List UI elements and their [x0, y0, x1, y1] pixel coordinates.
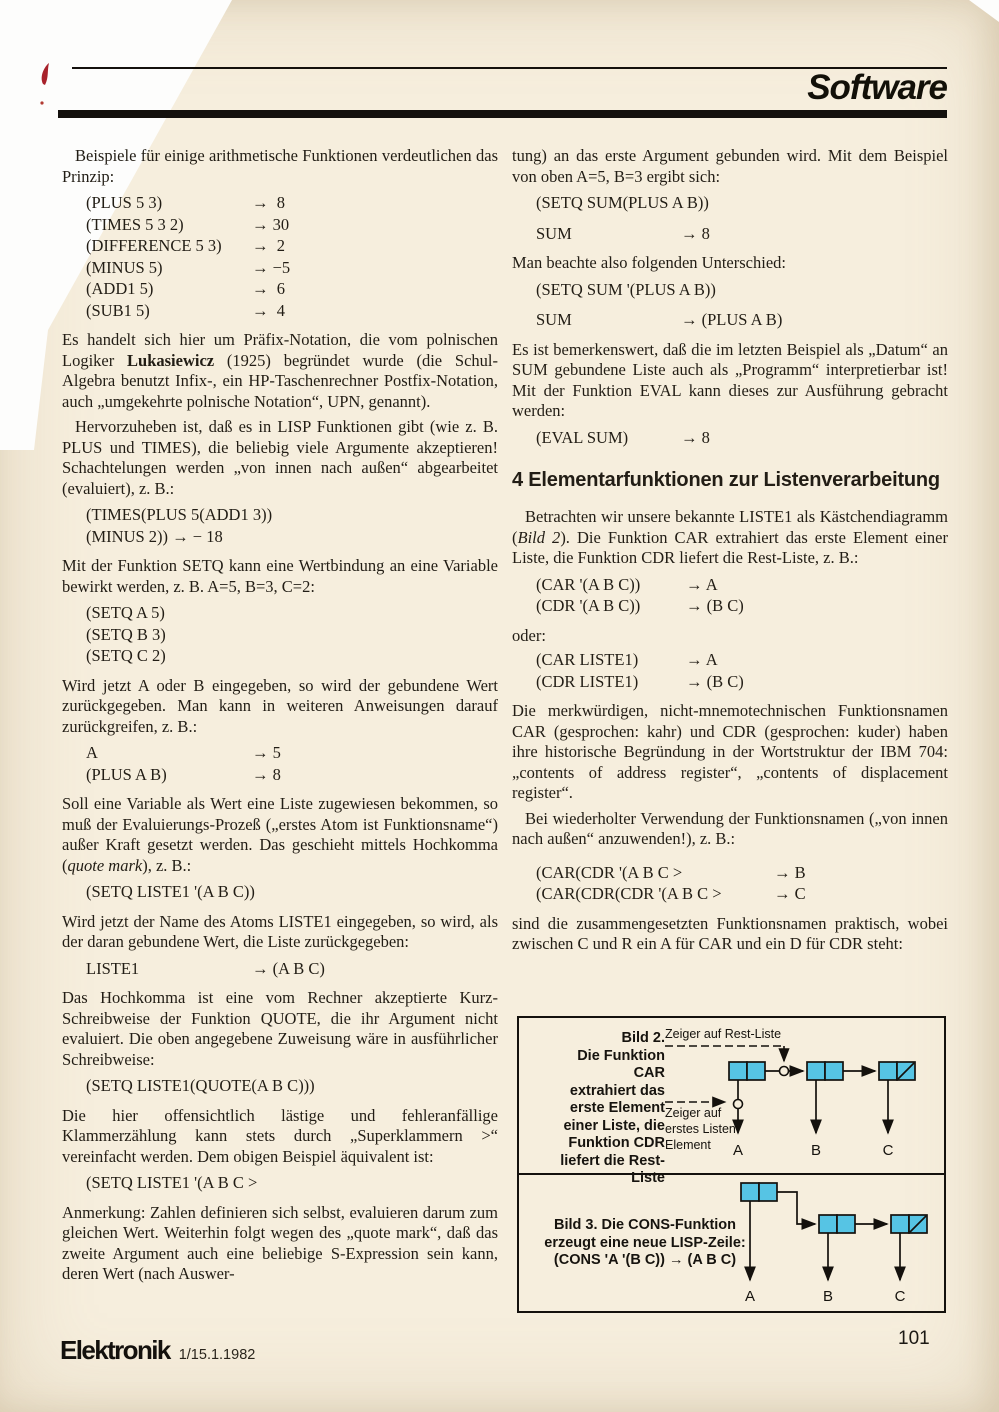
paragraph-continuation: tung) an das erste Argument gebunden wird. Mit dem Beispiel von oben A=5, B=3 ergibt sich: [512, 146, 948, 186]
code-result: → 30 [252, 214, 290, 234]
paragraph-function-names: Die merkwürdigen, nicht-mnemotechnischen Funktionsnamen CAR (gesprochen: kahr) und CDR (gesprochen: kuder) haben ihre historische Begründung in der Wortstruktur der IBM 704: „contents of address register“, „contents of displacement register“. [512, 701, 948, 802]
code-line [86, 526, 498, 548]
caption-line: erste Element [569, 1100, 665, 1116]
car-arrows [750, 1201, 900, 1280]
code-line [86, 300, 498, 322]
cons-cell-new [741, 1183, 777, 1201]
code-result: → (B C) [686, 596, 744, 615]
label-zeiger-erstes-1: Zeiger auf [665, 1106, 722, 1120]
node-label-b: B [822, 1288, 834, 1305]
code-expr: (MINUS 2)) → − 18 [86, 526, 223, 546]
code-line [86, 958, 498, 980]
code-sum2 [536, 279, 948, 301]
caption-line: Bild 3. Die CONS-Funktion [553, 1217, 737, 1233]
code-result: → 5 [252, 743, 281, 762]
code-line [536, 671, 948, 693]
section-title: Software [807, 68, 947, 107]
caption-line: extrahiert das [569, 1082, 665, 1099]
figure-box [517, 1016, 946, 1313]
code-result: → A [686, 574, 718, 594]
cons-cell-1 [729, 1062, 765, 1080]
text-segment: ), z. B.: [142, 855, 192, 875]
cons-cell-c-nil [891, 1215, 927, 1233]
code-oder-label: oder: [512, 625, 546, 645]
node-label-a: A [744, 1288, 756, 1305]
code-superbracket [86, 1172, 498, 1194]
code-line [536, 574, 948, 596]
code-line [86, 881, 498, 903]
code-expr: (SETQ LISTE1 '(A B C)) [86, 882, 255, 901]
code-expr: (ADD1 5) [86, 279, 154, 298]
paragraph-liste1-name: Wird jetzt der Name des Atoms LISTE1 eingegeben, so wird, als der daran gebundene Wert, die Liste zurückgegeben: [62, 911, 498, 951]
code-line [536, 649, 948, 671]
code-carcdr-liste1 [536, 649, 948, 692]
bild2-diagram [519, 1018, 944, 1173]
text-segment: ). Die Funktion CAR extrahiert das erste Element einer Liste, die Funktion CDR liefert die Rest-Liste, z. B.: [512, 527, 949, 567]
code-expr: (SETQ SUM(PLUS A B)) [536, 193, 709, 212]
paragraph-quote-function: Das Hochkomma ist eine vom Rechner akzeptierte Kurz-Schreibweise der Funktion QUOTE, die ihr Argument nicht evaluiert. Die oben angegebene Zuweisung wäre in ausführlicher Schreibweise: [62, 988, 498, 1069]
code-line [86, 602, 498, 624]
caption-line: erzeugt eine neue LISP-Zeile: [544, 1234, 746, 1251]
caption-line: einer Liste, die [563, 1117, 665, 1134]
paragraph-betrachten [512, 507, 948, 569]
code-line [536, 595, 948, 617]
code-result: → (B C) [686, 671, 744, 691]
scan-corner-highlight-right [969, 0, 999, 22]
right-column [512, 146, 948, 960]
code-expr: (CDR LISTE1) [536, 671, 639, 691]
code-result: → 8 [681, 223, 710, 243]
code-line [536, 883, 948, 905]
code-liste1-set [86, 881, 498, 903]
paragraph-unterschied: Man beachte also folgenden Unterschied: [512, 253, 786, 272]
text-segment-bold: Lukasiewicz [127, 350, 215, 370]
code-result: → C [774, 884, 806, 903]
code-nested-example [86, 504, 498, 547]
code-liste1-value [86, 958, 498, 980]
code-expr: (EVAL SUM) [536, 427, 629, 447]
code-result: → 2 [252, 236, 285, 255]
text-segment: (1925) begründet wurde (die Schul-Algebra benutzt Infix-, ein HP-Taschenrechner Postfix-Notation, auch „umgekehrte polnische Notation“, UPN, genannt). [62, 350, 499, 411]
text-segment-italic: quote mark [67, 855, 143, 875]
code-setq-block [86, 602, 498, 667]
issue-date: 1/15.1.1982 [178, 1347, 256, 1363]
code-result: → (PLUS A B) [681, 310, 783, 329]
code-line [536, 279, 948, 301]
node-label-c: C [894, 1288, 906, 1305]
code-expr: (TIMES(PLUS 5(ADD1 3)) [86, 505, 273, 524]
code-line [86, 214, 498, 236]
paragraph-liste-quote [62, 794, 498, 876]
caption-line: (CONS 'A '(B C)) → (A B C) [553, 1252, 737, 1268]
code-expr: (PLUS A B) [86, 764, 167, 784]
paragraph-setq: Mit der Funktion SETQ kann eine Wertbindung an eine Variable bewirkt werden, z. B. A=5, B=3, C=2: [62, 556, 498, 596]
code-result: → −5 [252, 257, 291, 277]
code-expr: (SETQ C 2) [86, 646, 166, 665]
caption-line: Funktion CDR [568, 1135, 665, 1151]
caption-line: liefert die Rest- [560, 1152, 665, 1169]
code-line [86, 645, 498, 667]
section-heading-4: 4 Elementarfunktionen zur Listenverarbeitung [512, 469, 940, 491]
code-sum1 [536, 192, 948, 214]
code-line [86, 742, 498, 764]
code-line [86, 764, 498, 786]
code-expr: (CAR '(A B C)) [536, 574, 641, 594]
code-line [86, 1075, 498, 1097]
label-zeiger-erstes-3: Element [665, 1138, 711, 1152]
paragraph-wiederholt: Bei wiederholter Verwendung der Funktionsnamen („von innen nach außen“ anzuwenden!), z. B.: [512, 808, 948, 848]
code-expr: (CAR(CDR(CDR '(A B C > [536, 884, 722, 903]
code-eval [536, 427, 948, 449]
code-expr: (SETQ B 3) [86, 624, 166, 644]
code-line [86, 624, 498, 646]
code-expr: (SETQ SUM '(PLUS A B)) [536, 279, 716, 299]
code-result: → 8 [252, 764, 281, 784]
bild2-panel [519, 1018, 944, 1186]
label-zeiger-rest: Zeiger auf Rest-Liste [665, 1027, 782, 1041]
code-result: → (A B C) [252, 958, 325, 978]
cons-cell-2 [807, 1062, 843, 1080]
cons-cell-3-nil [879, 1062, 915, 1080]
text-segment: Es handelt sich hier um Präfix-Notation, die vom polnischen Logiker [62, 330, 498, 370]
code-expr: LISTE1 [86, 958, 140, 978]
code-expr: (PLUS 5 3) [86, 193, 163, 212]
code-expr: (SETQ A 5) [86, 603, 165, 622]
caption-line: Liste [631, 1170, 665, 1186]
code-line [86, 278, 498, 300]
code-arithmetic-examples [86, 192, 498, 321]
code-expr: (TIMES 5 3 2) [86, 214, 184, 234]
paragraph-nesting: Hervorzuheben ist, daß es in LISP Funktionen gibt (wie z. B. PLUS und TIMES), die beliebig viele Argumente akzeptieren! Schachtelungen werden „von innen nach außen“ abgearbeitet (evaluiert), z. B.: [62, 417, 498, 498]
code-expr: (SETQ LISTE1 '(A B C > [86, 1173, 258, 1192]
text-segment-italic: Bild 2 [517, 527, 561, 547]
cdr-bend-link [777, 1192, 815, 1224]
footer [60, 1335, 255, 1366]
code-expr: (MINUS 5) [86, 257, 163, 277]
code-line [86, 192, 498, 214]
code-sum2-value [536, 309, 948, 331]
left-column [62, 146, 498, 1290]
code-result: → 6 [252, 279, 285, 298]
code-line [536, 427, 948, 449]
code-expr: (CDR '(A B C)) [536, 596, 641, 615]
page-number: 101 [898, 1328, 930, 1349]
cons-cell-b [819, 1215, 855, 1233]
magazine-logo: Elektronik [60, 1335, 170, 1365]
code-expr: A [86, 743, 98, 762]
bild3-panel [519, 1175, 944, 1309]
text-segment: Soll eine Variable als Wert eine Liste zugewiesen bekommen, so muß der Evaluierungs-Prozeß („erstes Atom ist Funktionsname“) außer Kraft gesetzt werden. Das geschieht mittels Hochkomma ( [62, 794, 498, 875]
red-pen-mark [36, 62, 56, 108]
code-compound [536, 862, 948, 905]
code-result: → A [686, 650, 718, 669]
code-sum1-value [536, 223, 948, 245]
header-rule-thick [58, 110, 947, 118]
paragraph-intro: Beispiele für einige arithmetische Funktionen verdeutlichen das Prinzip: [62, 146, 498, 186]
caption-line: Die Funktion CAR [577, 1047, 665, 1081]
code-expr: (SETQ LISTE1(QUOTE(A B C))) [86, 1076, 315, 1095]
code-line [536, 862, 948, 884]
paragraph-anmerkung: Anmerkung: Zahlen definieren sich selbst, evaluieren darum zum gleichen Wert. Weiterhin folgt wegen des „quote mark“, daß das zweite Argument auch eine beliebige S-Expression sein kann, deren Wert (nach Auswer- [62, 1202, 498, 1283]
code-expr: (SUB1 5) [86, 300, 150, 320]
code-quote-full [86, 1075, 498, 1097]
code-result: → 4 [252, 300, 285, 320]
paragraph-superklammern: Die hier offensichtlich lästige und fehleranfällige Klammerzählung kann stets durch „Superklammern >“ vereinfacht werden. Dem obigen Beispiel äquivalent ist: [62, 1105, 498, 1166]
bild3-diagram [519, 1175, 944, 1309]
code-ab-block [86, 742, 498, 785]
code-line [86, 1172, 498, 1194]
paragraph-bound-value: Wird jetzt A oder B eingegeben, so wird der gebundene Wert zurückgegeben. Man kann in weiteren Anweisungen darauf zurückgreifen, z. B.: [62, 675, 498, 736]
node-label-a: A [732, 1142, 744, 1159]
code-result: → 8 [681, 427, 710, 447]
code-carcdr-literal [536, 574, 948, 617]
car-arrows [738, 1080, 888, 1133]
code-expr: (CAR LISTE1) [536, 650, 639, 669]
code-expr: SUM [536, 223, 572, 243]
label-zeiger-erstes-2: erstes Listen- [665, 1122, 741, 1136]
code-line [86, 504, 498, 526]
text-segment: Betrachten wir unsere bekannte LISTE1 als Kästchendiagramm ( [512, 507, 948, 547]
code-line [536, 192, 948, 214]
code-line [86, 235, 498, 257]
code-expr: (DIFFERENCE 5 3) [86, 236, 222, 255]
paragraph-zusammengesetzt: sind die zusammengesetzten Funktionsnamen praktisch, wobei zwischen C und R ein A für CAR und ein D für CDR steht: [512, 913, 948, 953]
paragraph-prefix-notation [62, 330, 498, 412]
code-expr: (CAR(CDR '(A B C > [536, 862, 683, 882]
code-result: → 8 [252, 193, 285, 212]
code-line [536, 223, 948, 245]
code-line [86, 257, 498, 279]
code-expr: SUM [536, 310, 572, 329]
node-label-b: B [810, 1142, 822, 1159]
code-line [536, 309, 948, 331]
node-label-c: C [882, 1142, 894, 1159]
code-result: → B [774, 862, 806, 882]
caption-line: Bild 2. [621, 1030, 665, 1046]
paragraph-eval: Es ist bemerkenswert, daß die im letzten Beispiel als „Datum“ an SUM gebundene Liste auch als „Programm“ interpretierbar ist! Mit der Funktion EVAL kann dieses zur Ausführung gebracht werden: [512, 339, 948, 420]
